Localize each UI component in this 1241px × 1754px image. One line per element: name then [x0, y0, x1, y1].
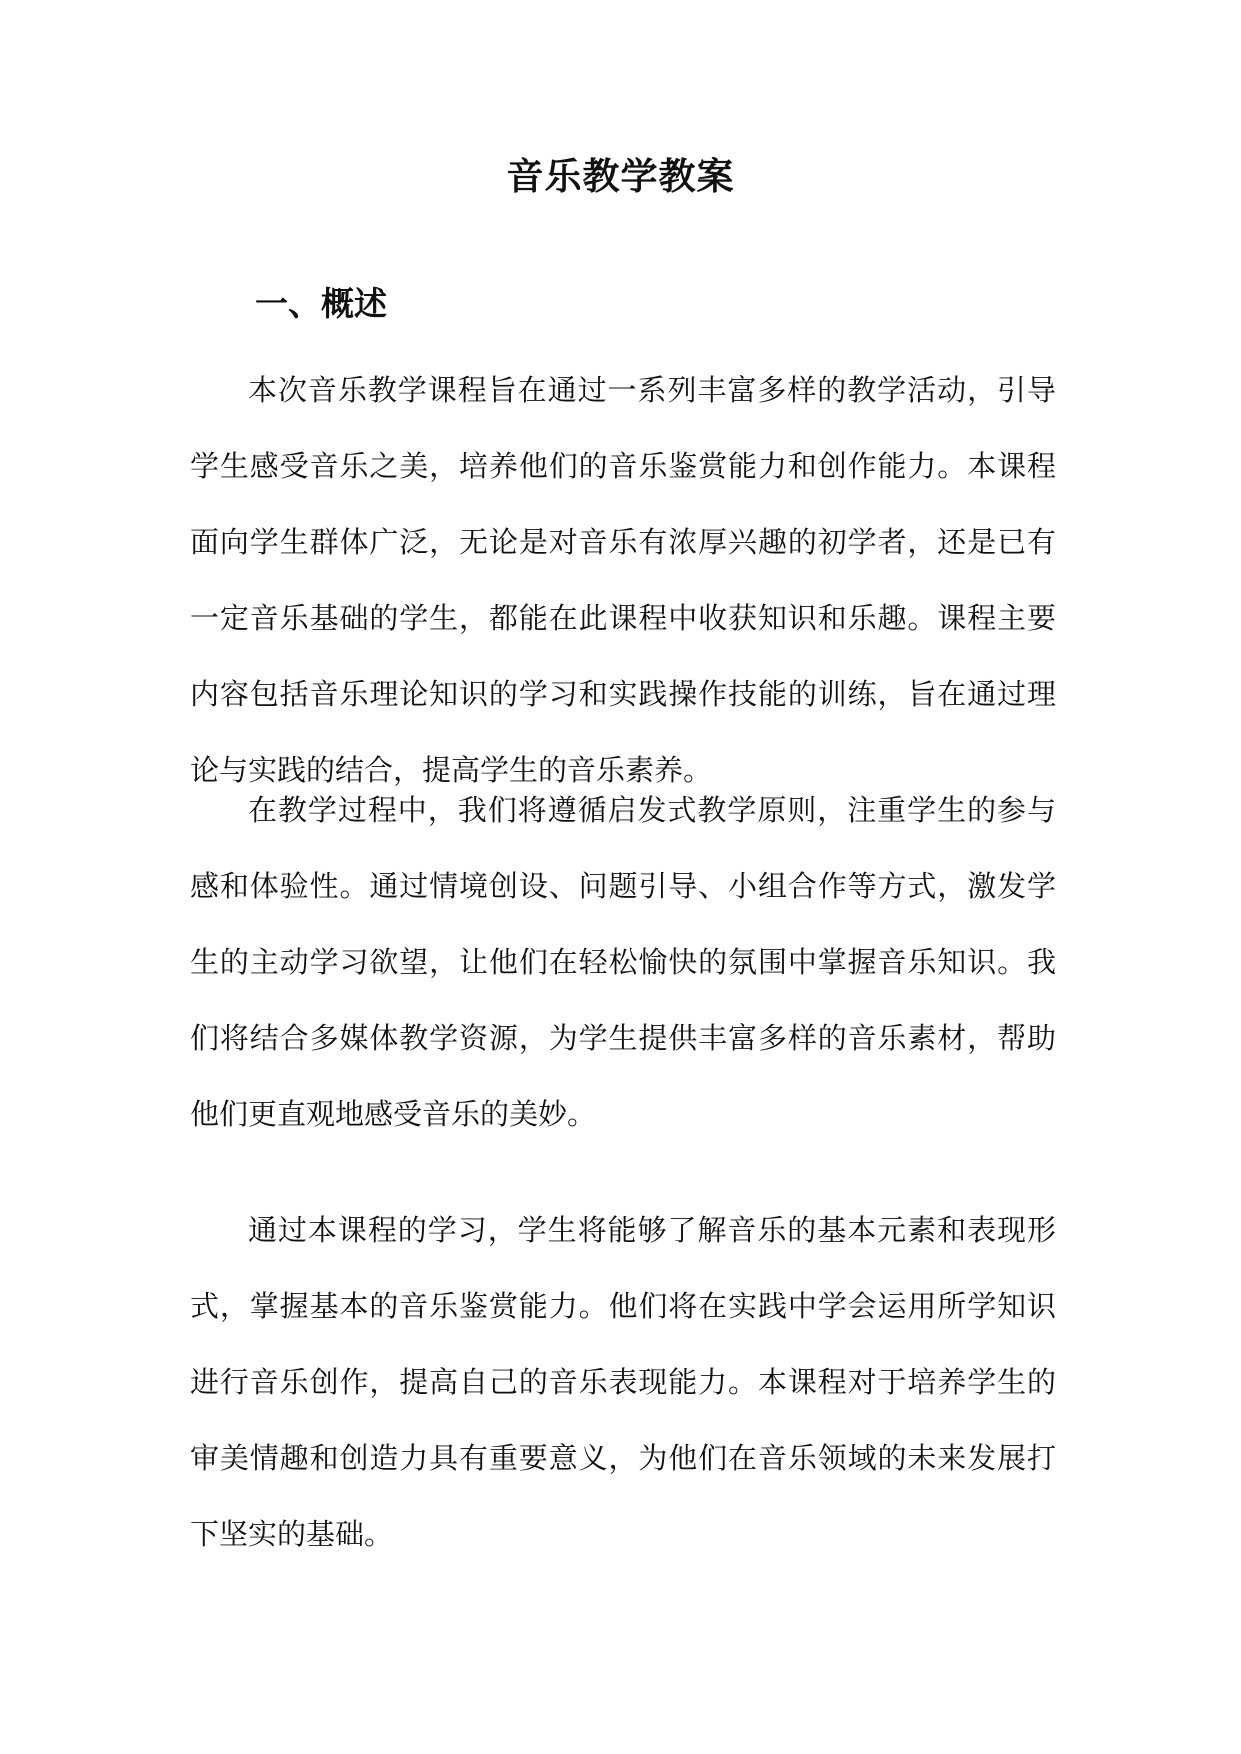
section-heading-overview: 一、概述 [255, 284, 387, 323]
body-paragraph-3: 通过本课程的学习，学生将能够了解音乐的基本元素和表现形式，掌握基本的音乐鉴赏能力。他们将在实践中学会运用所学知识进行音乐创作，提高自己的音乐表现能力。本课程对于培养学生的审美情趣和创造力具有重要意义，为他们在音乐领域的未来发展打下坚实的基础。 [190, 1213, 1056, 1551]
document-title: 音乐教学教案 [506, 154, 735, 198]
body-paragraph-1: 本次音乐教学课程旨在通过一系列丰富多样的教学活动，引导学生感受音乐之美，培养他们的音乐鉴赏能力和创作能力。本课程面向学生群体广泛，无论是对音乐有浓厚兴趣的初学者，还是已有一定音乐基础的学生，都能在此课程中收获知识和乐趣。课程主要内容包括音乐理论知识的学习和实践操作技能的训练，旨在通过理论与实践的结合，提高学生的音乐素养。 [190, 373, 1056, 787]
body-paragraph-2: 在教学过程中，我们将遵循启发式教学原则，注重学生的参与感和体验性。通过情境创设、问题引导、小组合作等方式，激发学生的主动学习欲望，让他们在轻松愉快的氛围中掌握音乐知识。我们将结合多媒体教学资源，为学生提供丰富多样的音乐素材，帮助他们更直观地感受音乐的美妙。 [190, 793, 1056, 1131]
